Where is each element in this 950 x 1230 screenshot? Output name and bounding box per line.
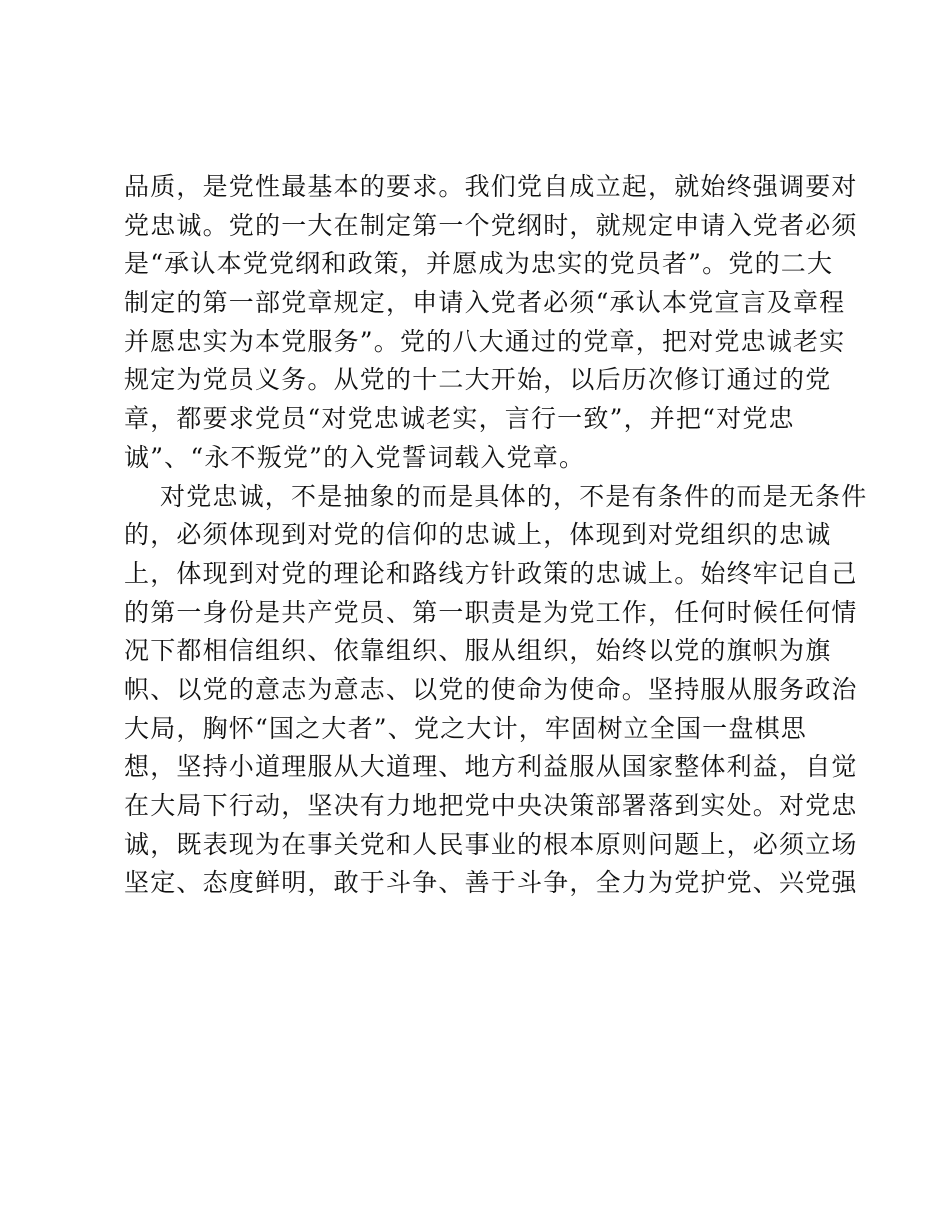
- text-line: 上，体现到对党的理论和路线方针政策的忠诚上。始终牢记自己: [124, 558, 858, 588]
- text-line: 制定的第一部党章规定，申请入党者必须“承认本党宣言及章程: [124, 288, 846, 318]
- paragraph-start-line: 对党忠诚，不是抽象的而是具体的，不是有条件的而是无条件: [160, 481, 868, 511]
- text-line: 坚定、态度鲜明，敢于斗争、善于斗争，全力为党护党、兴党强: [124, 868, 858, 898]
- text-line: 想，坚持小道理服从大道理、地方利益服从国家整体利益，自觉: [124, 752, 858, 782]
- text-line: 况下都相信组织、依靠组织、服从组织，始终以党的旗帜为旗: [124, 636, 832, 666]
- text-line: 的第一身份是共产党员、第一职责是为党工作，任何时候任何情: [124, 597, 858, 627]
- text-line: 大局，胸怀“国之大者”、党之大计，牢固树立全国一盘棋思: [124, 713, 807, 743]
- text-line: 品质，是党性最基本的要求。我们党自成立起，就始终强调要对: [124, 172, 858, 201]
- text-line: 诚，既表现为在事关党和人民事业的根本原则问题上，必须立场: [124, 829, 858, 859]
- text-line: 规定为党员义务。从党的十二大开始，以后历次修订通过的党: [124, 365, 832, 395]
- text-line: 党忠诚。党的一大在制定第一个党纲时，就规定申请入党者必须: [124, 210, 858, 240]
- text-line: 在大局下行动，坚决有力地把党中央决策部署落到实处。对党忠: [124, 791, 858, 820]
- text-line: 章，都要求党员“对党忠诚老实，言行一致”，并把“对党忠: [124, 404, 795, 434]
- text-line: 帜、以党的意志为意志、以党的使命为使命。坚持服从服务政治: [124, 674, 858, 704]
- body-text: [124, 168, 868, 903]
- text-line: 诚”、“永不叛党”的入党誓词载入党章。: [124, 442, 586, 472]
- text-line: 是“承认本党党纲和政策，并愿成为忠实的党员者”。党的二大: [124, 249, 834, 279]
- text-line: 的，必须体现到对党的信仰的忠诚上，体现到对党组织的忠诚: [124, 520, 832, 550]
- text-line: 并愿忠实为本党服务”。党的八大通过的党章，把对党忠诚老实: [124, 326, 846, 356]
